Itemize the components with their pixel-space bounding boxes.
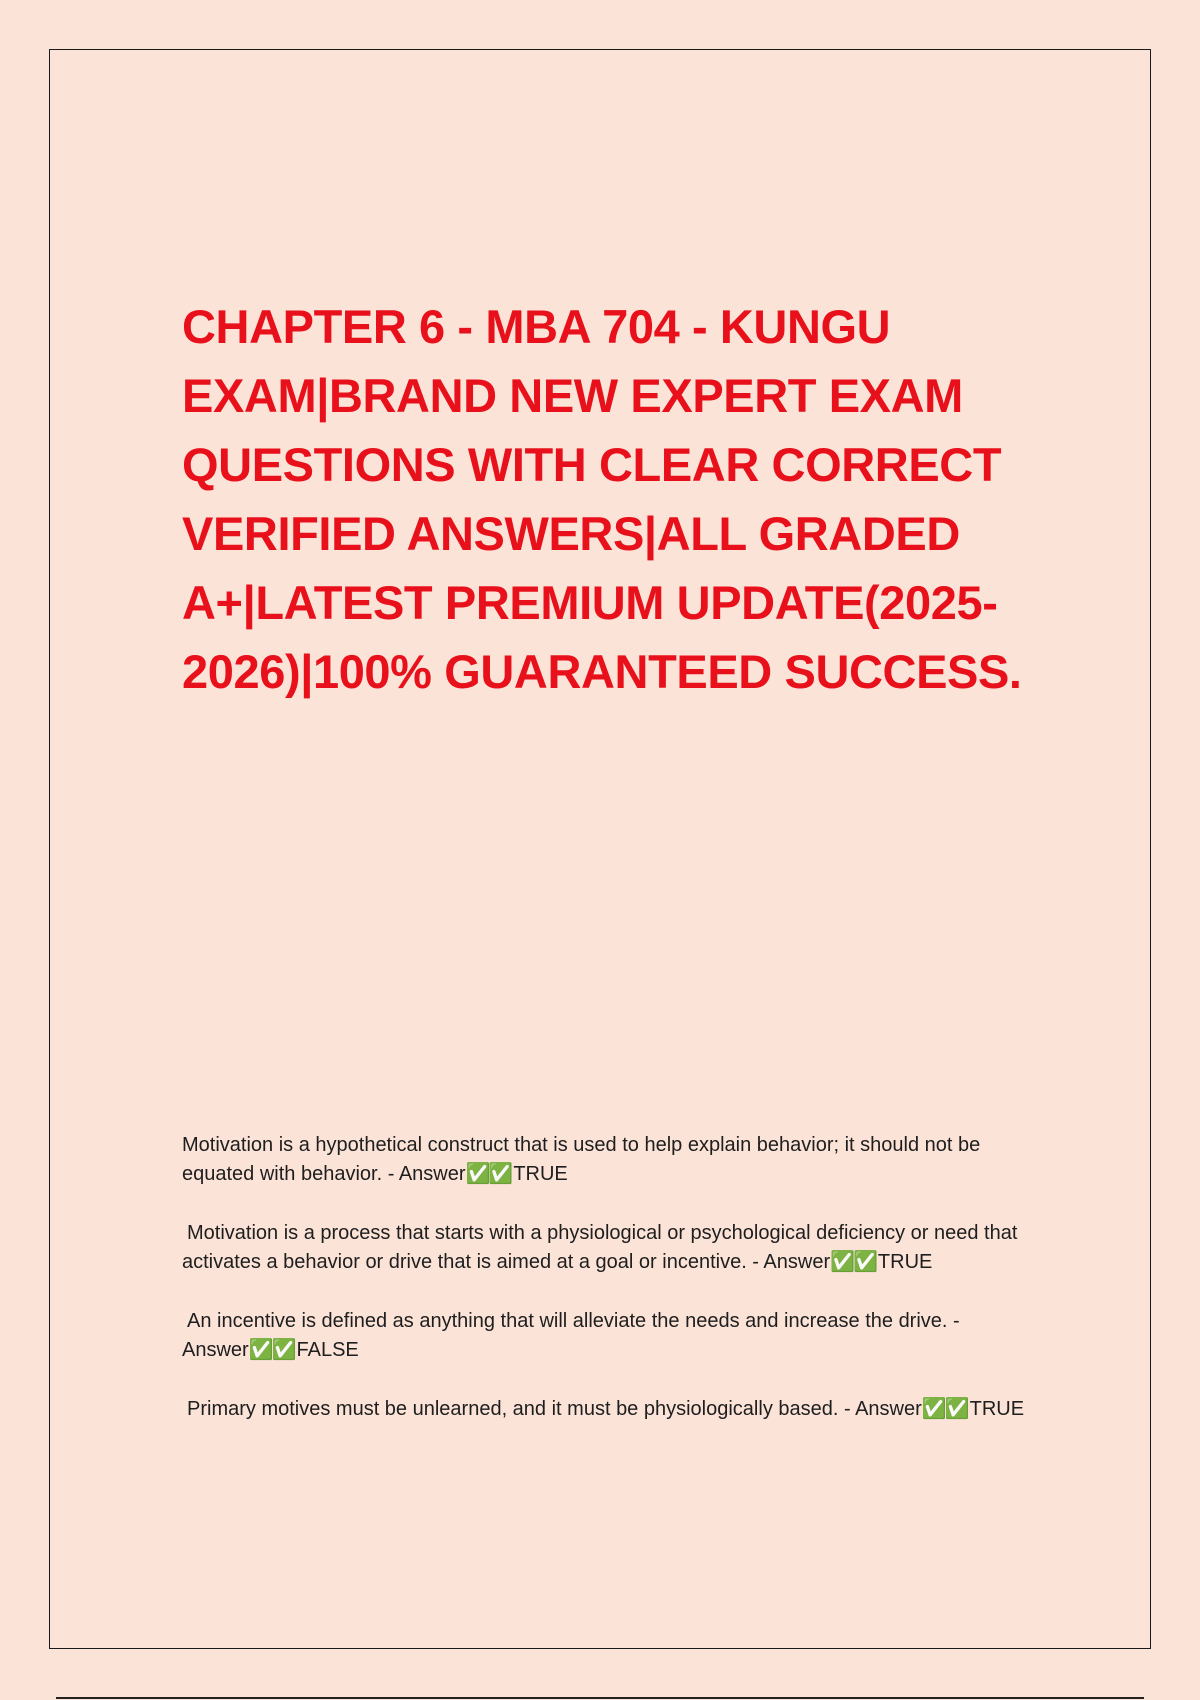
question-item-4 — [182, 1395, 1027, 1424]
next-page-top-border — [56, 1697, 1144, 1699]
question-text: An incentive is defined as anything that will alleviate the needs and increase the drive. - Answer — [182, 1310, 960, 1361]
answer-value: TRUE — [969, 1398, 1025, 1420]
answer-value: FALSE — [296, 1339, 359, 1361]
answer-value: TRUE — [513, 1163, 568, 1185]
question-list — [182, 1131, 1027, 1454]
document-title: CHAPTER 6 - MBA 704 - KUNGU EXAM|BRAND NEW EXPERT EXAM QUESTIONS WITH CLEAR CORRECT VERIFIED ANSWERS|ALL GRADED A+|LATEST PREMIUM UPDATE(2025-2026)|100% GUARANTEED SUCCESS. — [182, 300, 1022, 698]
question-text: Primary motives must be unlearned, and it must be physiologically based. - Answer — [187, 1398, 922, 1420]
question-text: Motivation is a process that starts with a physiological or psychological deficiency or need that activates a behavior or drive that is aimed at a goal or incentive. - Answer — [182, 1222, 1018, 1273]
question-item-2 — [182, 1219, 1027, 1277]
question-item-1 — [182, 1131, 1027, 1189]
double-check-icon: ✅✅ — [465, 1163, 512, 1185]
double-check-icon: ✅✅ — [248, 1339, 295, 1361]
question-item-3 — [182, 1307, 1027, 1365]
answer-value: TRUE — [877, 1251, 933, 1273]
double-check-icon: ✅✅ — [830, 1251, 876, 1273]
double-check-icon: ✅✅ — [921, 1398, 968, 1420]
question-text: Motivation is a hypothetical construct that is used to help explain behavior; it should not be equated with behavior. - Answer — [182, 1134, 981, 1185]
